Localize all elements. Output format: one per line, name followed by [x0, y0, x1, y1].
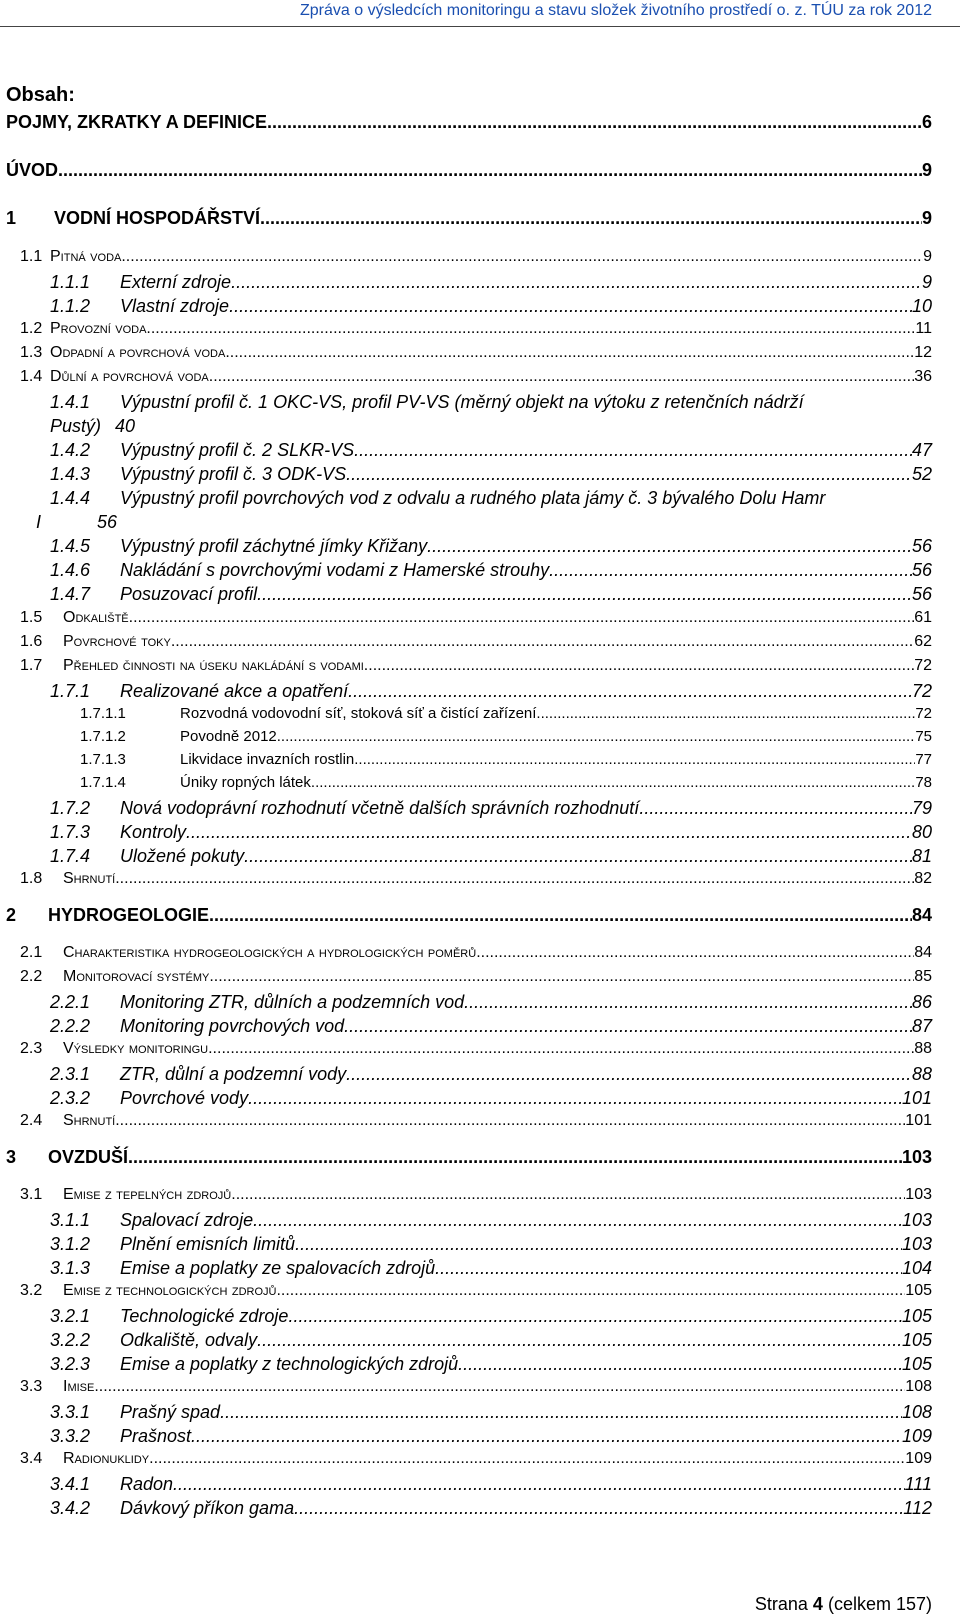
toc-entry-number: 1.7 — [20, 657, 43, 674]
toc-leader-dots — [146, 320, 915, 338]
toc-entry-title: Odkaliště, odvaly — [120, 1330, 258, 1350]
toc-entry-page: 85 — [914, 968, 932, 985]
toc-entry-number: 1.6 — [20, 633, 43, 650]
toc-entry[interactable] — [50, 1474, 932, 1495]
toc-leader-dots — [191, 1426, 902, 1447]
toc-entry-page: 61 — [914, 609, 932, 626]
toc-leader-dots — [231, 272, 922, 293]
toc-entry-page: 72 — [914, 657, 932, 674]
toc-leader-dots — [348, 681, 912, 702]
toc-entry-number: 1.2 — [20, 320, 43, 337]
toc-entry-number: 3.2.3 — [50, 1354, 91, 1374]
toc-entry[interactable] — [50, 272, 932, 293]
toc-leader-dots — [244, 846, 912, 867]
toc-entry-title: Likvidace invazních rostlin — [180, 751, 355, 768]
toc-leader-dots — [354, 751, 915, 768]
toc-entry-number: 1.4.3 — [50, 464, 91, 484]
toc-entry[interactable] — [20, 609, 932, 627]
toc-leader-dots — [260, 208, 922, 229]
toc-entry[interactable] — [50, 536, 932, 557]
toc-entry-title: Radionuklidy — [63, 1450, 150, 1467]
toc-leader-dots — [129, 609, 915, 627]
toc-entry-title: HYDROGEOLOGIE — [48, 905, 210, 925]
toc-entry[interactable] — [80, 774, 932, 791]
toc-entry[interactable] — [50, 1402, 932, 1423]
toc-entry[interactable] — [80, 705, 932, 722]
toc-entry[interactable] — [50, 1354, 932, 1375]
toc-entry-title: Prašný spad — [120, 1402, 221, 1422]
toc-entry-number: 2.2 — [20, 968, 43, 985]
toc-entry-number: 2.3.2 — [50, 1088, 91, 1108]
toc-entry-page: 101 — [901, 1088, 932, 1108]
toc-leader-dots — [435, 1258, 902, 1279]
toc-entry-page: 108 — [901, 1402, 932, 1422]
toc-entry-title: Nová vodoprávní rozhodnutí včetně dalších správních rozhodnutí — [120, 798, 640, 818]
toc-leader-dots — [346, 1064, 912, 1085]
toc-entry-number: 3.4.1 — [50, 1474, 91, 1494]
toc-entry-title: Pitná voda — [50, 248, 122, 265]
toc-entry[interactable] — [50, 1088, 932, 1109]
toc-entry[interactable] — [36, 512, 932, 533]
toc-entry-page: 78 — [915, 774, 932, 791]
toc-entry[interactable] — [20, 633, 932, 651]
toc-entry-page: 103 — [901, 1147, 932, 1167]
toc-entry-title: Shrnutí — [63, 1112, 116, 1129]
toc-leader-dots — [186, 822, 912, 843]
toc-entry-number: 1.4.6 — [50, 560, 91, 580]
toc-leader-dots — [231, 1186, 905, 1204]
toc-entry-title: Shrnutí — [63, 870, 116, 887]
toc-entry[interactable] — [50, 560, 932, 581]
toc-leader-dots — [208, 1040, 914, 1058]
toc-entry-page: 80 — [911, 822, 932, 842]
toc-entry[interactable] — [50, 822, 932, 843]
toc-leader-dots — [464, 992, 912, 1013]
toc-entry-page: 56 — [911, 536, 932, 556]
toc-entry-title: Realizované akce a opatření — [120, 681, 349, 701]
toc-entry-title: Přehled činnosti na úseku nakládání s vodami — [63, 657, 364, 674]
toc-entry-title: Výpustný profil povrchových vod z odvalu a rudného plata jámy č. 3 bývalého Dolu Hamr — [120, 488, 826, 508]
toc-entry-page: 9 — [923, 248, 932, 265]
toc-entry-number: 1.4.5 — [50, 536, 91, 556]
toc-entry-title: Povodně 2012 — [180, 728, 277, 745]
toc-entry-page: 103 — [901, 1210, 932, 1230]
toc-entry-title: Výpustní profil č. 1 OKC-VS, profil PV-VS (měrný objekt na výtoku z retenčních nádrží — [120, 392, 804, 412]
toc-entry[interactable] — [6, 112, 932, 133]
document-title: Zpráva o výsledcích monitoringu a stavu složek životního prostředí o. z. TÚU za rok 2012 — [300, 2, 932, 19]
toc-leader-dots — [209, 905, 912, 926]
toc-entry-page: 104 — [901, 1258, 932, 1278]
toc-entry[interactable] — [50, 488, 932, 509]
toc-entry-number: 1.7.3 — [50, 822, 91, 842]
toc-leader-dots — [94, 1378, 905, 1396]
toc-entry-number: 1.7.2 — [50, 798, 91, 818]
toc-entry-number: 3.2 — [20, 1282, 43, 1299]
toc-entry[interactable] — [6, 160, 932, 181]
toc-entry-page: 6 — [921, 112, 932, 132]
toc-entry[interactable] — [50, 1258, 932, 1279]
toc-entry-number: 3.1.2 — [50, 1234, 91, 1254]
toc-entry-page: 56 — [97, 512, 118, 532]
toc-leader-dots — [344, 1016, 912, 1037]
toc-leader-dots — [128, 1147, 902, 1168]
toc-entry[interactable] — [20, 1450, 932, 1468]
toc-entry-page: 88 — [914, 1040, 932, 1057]
toc-entry-title: Kontroly — [120, 822, 187, 842]
toc-leader-dots — [253, 1210, 902, 1231]
toc-entry-number: 1.7.1 — [50, 681, 91, 701]
toc-entry-title: I — [36, 512, 42, 532]
toc-entry[interactable] — [6, 1147, 932, 1168]
toc-entry-number: 1.1.1 — [50, 272, 91, 292]
toc-leader-dots — [549, 560, 912, 581]
toc-entry-page: 81 — [911, 846, 932, 866]
toc-entry[interactable] — [50, 992, 932, 1013]
toc-entry-title: ÚVOD — [6, 160, 59, 180]
toc-entry-page: 56 — [911, 584, 932, 604]
toc-entry-title: Uložené pokuty — [120, 846, 245, 866]
toc-leader-dots — [115, 870, 914, 888]
toc-entry[interactable] — [50, 440, 932, 461]
toc-entry-title: Emise a poplatky z technologických zdrojů — [120, 1354, 459, 1374]
toc-entry-number: 1.4.7 — [50, 584, 91, 604]
toc-entry-number: 2.2.2 — [50, 1016, 91, 1036]
toc-entry-title: Monitorovací systémy — [63, 968, 210, 985]
page-footer — [755, 1594, 932, 1615]
toc-entry-title: Externí zdroje — [120, 272, 232, 292]
toc-entry-title: Radon — [120, 1474, 174, 1494]
toc-entry[interactable] — [50, 846, 932, 867]
toc-entry[interactable] — [50, 1210, 932, 1231]
toc-entry-number: 3 — [6, 1147, 17, 1167]
toc-entry-number: 1.7.4 — [50, 846, 91, 866]
toc-entry-page: 87 — [911, 1016, 932, 1036]
toc-entry-number: 2.4 — [20, 1112, 43, 1129]
toc-entry[interactable] — [20, 657, 932, 675]
toc-leader-dots — [121, 248, 923, 266]
toc-entry-number: 3.4.2 — [50, 1498, 91, 1518]
page-number: 4 — [812, 1594, 823, 1614]
toc-entry-number: 3.2.2 — [50, 1330, 91, 1350]
toc-entry-number: 1.7.1.1 — [80, 705, 126, 722]
toc-entry[interactable] — [80, 751, 932, 768]
toc-entry-number: 1.5 — [20, 609, 43, 626]
toc-entry-number: 1.7.1.4 — [80, 774, 126, 791]
toc-leader-dots — [346, 464, 912, 485]
toc-entry-title: Povrchové vody — [120, 1088, 249, 1108]
toc-entry-page: 47 — [911, 440, 932, 460]
toc-leader-dots — [225, 344, 914, 362]
toc-entry-number: 1.7.1.3 — [80, 751, 126, 768]
toc-entry-title: Prašnost — [120, 1426, 192, 1446]
toc-entry-number: 1.8 — [20, 870, 43, 887]
toc-entry-title: Nakládání s povrchovými vodami z Hamerské strouhy — [120, 560, 550, 580]
toc-entry[interactable] — [50, 416, 932, 437]
toc-entry-page: 86 — [911, 992, 932, 1012]
toc-entry-number: 3.1.1 — [50, 1210, 91, 1230]
toc-leader-dots — [209, 368, 914, 386]
toc-entry-page: 111 — [904, 1474, 932, 1494]
toc-entry-title: Výpustný profil záchytné jímky Křižany — [120, 536, 428, 556]
toc-entry-page: 103 — [901, 1234, 932, 1254]
toc-entry-page: 84 — [911, 905, 932, 925]
toc-entry[interactable] — [50, 464, 932, 485]
toc-entry-number: 1.1.2 — [50, 296, 91, 316]
toc-entry[interactable] — [50, 1330, 932, 1351]
toc-entry-number: 2.2.1 — [50, 992, 91, 1012]
page-label: Strana — [754, 1594, 808, 1614]
toc-entry-page: 105 — [901, 1330, 932, 1350]
toc-entry[interactable] — [50, 1016, 932, 1037]
toc-entry[interactable] — [20, 368, 932, 386]
toc-leader-dots — [311, 774, 915, 791]
toc-entry-title: Rozvodná vodovodní síť, stoková síť a čistící zařízení — [180, 705, 537, 722]
toc-leader-dots — [294, 1498, 903, 1519]
toc-entry-page: 72 — [915, 705, 932, 722]
toc-entry-page: 56 — [911, 560, 932, 580]
toc-entry-page: 12 — [914, 344, 932, 361]
toc-leader-dots — [267, 112, 922, 133]
toc-entry[interactable] — [6, 208, 932, 229]
toc-leader-dots — [58, 160, 922, 181]
toc-entry[interactable] — [20, 944, 932, 962]
toc-entry-page: 36 — [914, 368, 932, 385]
toc-entry-title: Výsledky monitoringu — [63, 1040, 209, 1057]
toc-entry-page: 108 — [905, 1378, 932, 1395]
toc-entry-page: 40 — [115, 416, 136, 436]
toc-leader-dots — [229, 296, 912, 317]
toc-entry-page: 82 — [914, 870, 932, 887]
toc-leader-dots — [354, 440, 912, 461]
toc-entry-page: 77 — [915, 751, 932, 768]
toc-entry[interactable] — [20, 968, 932, 986]
toc-entry[interactable] — [50, 584, 932, 605]
toc-entry[interactable] — [50, 1064, 932, 1085]
toc-entry-number: 2.3 — [20, 1040, 43, 1057]
toc-entry-title: POJMY, ZKRATKY A DEFINICE — [6, 112, 268, 132]
toc-entry-page: 9 — [921, 160, 932, 180]
toc-entry-number: 3.4 — [20, 1450, 43, 1467]
toc-entry[interactable] — [20, 1378, 932, 1396]
toc-entry-page: 105 — [905, 1282, 932, 1299]
toc-entry-title: Výpustný profil č. 2 SLKR-VS — [120, 440, 355, 460]
toc-entry-number: 3.1.3 — [50, 1258, 91, 1278]
toc-entry-title: Emise z tepelných zdrojů — [63, 1186, 232, 1203]
toc-entry-page: 88 — [911, 1064, 932, 1084]
toc-leader-dots — [209, 968, 914, 986]
toc-entry[interactable] — [50, 681, 932, 702]
toc-entry-title: Emise a poplatky ze spalovacích zdrojů — [120, 1258, 436, 1278]
toc-entry-page: 101 — [905, 1112, 932, 1129]
toc-leader-dots — [276, 1282, 905, 1300]
toc-entry-page: 103 — [905, 1186, 932, 1203]
toc-leader-dots — [220, 1402, 902, 1423]
toc-entry[interactable] — [20, 344, 932, 362]
toc-leader-dots — [536, 705, 915, 722]
toc-entry-title: Vlastní zdroje — [120, 296, 230, 316]
toc-entry[interactable] — [20, 1112, 932, 1130]
toc-entry-title: Odpadní a povrchová voda — [50, 344, 226, 361]
toc-entry-number: 1 — [6, 208, 17, 228]
toc-leader-dots — [171, 633, 914, 651]
toc-entry-page: 84 — [914, 944, 932, 961]
toc-entry-number: 2 — [6, 905, 17, 925]
toc-entry-number: 3.1 — [20, 1186, 43, 1203]
toc-entry-page: 75 — [915, 728, 932, 745]
toc-entry-number: 3.3.2 — [50, 1426, 91, 1446]
toc-entry-title: Technologické zdroje — [120, 1306, 289, 1326]
toc-entry-page: 109 — [901, 1426, 932, 1446]
toc-leader-dots — [115, 1112, 905, 1130]
toc-leader-dots — [173, 1474, 905, 1495]
toc-leader-dots — [476, 944, 914, 962]
toc-leader-dots — [257, 584, 912, 605]
toc-entry-page: 109 — [905, 1450, 932, 1467]
toc-entry-number: 2.1 — [20, 944, 43, 961]
toc-leader-dots — [257, 1330, 902, 1351]
toc-entry-title: Imise — [63, 1378, 95, 1395]
toc-entry[interactable] — [50, 1426, 932, 1447]
toc-entry-number: 1.4.4 — [50, 488, 91, 508]
toc-entry-title: Posuzovací profil — [120, 584, 258, 604]
toc-entry-title: Důlní a povrchová voda — [50, 368, 209, 385]
toc-entry-page: 72 — [911, 681, 932, 701]
toc-entry-page: 112 — [903, 1498, 932, 1518]
toc-entry-number: 1.4 — [20, 368, 43, 385]
toc-entry-title: Plnění emisních limitů — [120, 1234, 296, 1254]
toc-entry[interactable] — [50, 1306, 932, 1327]
toc-entry-page: 105 — [901, 1354, 932, 1374]
toc-entry[interactable] — [20, 1186, 932, 1204]
toc-leader-dots — [427, 536, 912, 557]
toc-entry-number: 3.2.1 — [50, 1306, 91, 1326]
toc-entry-number: 1.7.1.2 — [80, 728, 126, 745]
page-total: (celkem 157) — [827, 1594, 932, 1614]
toc-leader-dots — [277, 728, 916, 745]
toc-entry-number: 1.3 — [20, 344, 43, 361]
toc-entry-number: 2.3.1 — [50, 1064, 91, 1084]
toc-leader-dots — [288, 1306, 902, 1327]
toc-entry-number: 1.1 — [20, 248, 43, 265]
toc-entry-page: 105 — [901, 1306, 932, 1326]
toc-entry[interactable] — [20, 1040, 932, 1058]
toc-entry[interactable] — [6, 905, 932, 926]
toc-entry-title: Emise z technologických zdrojů — [63, 1282, 277, 1299]
toc-entry-title: Dávkový příkon gama — [120, 1498, 295, 1518]
toc-leader-dots — [149, 1450, 905, 1468]
toc-entry-title: Monitoring povrchových vod — [120, 1016, 345, 1036]
toc-entry[interactable] — [80, 728, 932, 745]
toc-entry-page: 9 — [921, 208, 932, 228]
toc-leader-dots — [248, 1088, 902, 1109]
toc-entry-number: 3.3.1 — [50, 1402, 91, 1422]
toc-entry-page: 10 — [911, 296, 932, 316]
toc-entry-title: ZTR, důlní a podzemní vody — [120, 1064, 347, 1084]
toc-entry-page: 52 — [911, 464, 932, 484]
toc-entry-page: 79 — [911, 798, 932, 818]
toc-entry-title: Spalovací zdroje — [120, 1210, 254, 1230]
toc-entry[interactable] — [50, 1234, 932, 1255]
toc-entry[interactable] — [50, 798, 932, 819]
toc-entry-title: Provozní voda — [50, 320, 147, 337]
toc-entry-number: 1.4.2 — [50, 440, 91, 460]
toc-entry-title: Úniky ropných látek — [180, 774, 311, 791]
toc-entry[interactable] — [20, 870, 932, 888]
toc-entry-title: VODNÍ HOSPODÁŘSTVÍ — [54, 208, 261, 228]
toc-entry[interactable] — [50, 392, 932, 413]
toc-entry[interactable] — [20, 248, 932, 266]
toc-entry[interactable] — [50, 1498, 932, 1519]
toc-entry[interactable] — [20, 320, 932, 338]
toc-leader-dots — [458, 1354, 902, 1375]
toc-entry[interactable] — [50, 296, 932, 317]
toc-entry-number: 1.4.1 — [50, 392, 91, 412]
toc-entry-title: Charakteristika hydrogeologických a hydrologických poměrů — [63, 944, 477, 961]
toc-entry-title: Povrchové toky — [63, 633, 171, 650]
toc-entry-title: Pustý) — [50, 416, 102, 436]
toc-entry[interactable] — [20, 1282, 932, 1300]
toc-leader-dots — [364, 657, 914, 675]
toc-title: Obsah: — [6, 84, 75, 106]
toc-leader-dots — [295, 1234, 902, 1255]
toc-entry-page: 62 — [914, 633, 932, 650]
toc-leader-dots — [639, 798, 912, 819]
toc-entry-title: Odkaliště — [63, 609, 129, 626]
toc-entry-title: Monitoring ZTR, důlních a podzemních vod — [120, 992, 465, 1012]
toc-entry-page: 9 — [921, 272, 932, 292]
toc-entry-title: OVZDUŠÍ — [48, 1147, 129, 1167]
toc-entry-number: 3.3 — [20, 1378, 43, 1395]
toc-entry-title: Výpustný profil č. 3 ODK-VS — [120, 464, 347, 484]
toc-entry-page: 11 — [915, 320, 932, 337]
